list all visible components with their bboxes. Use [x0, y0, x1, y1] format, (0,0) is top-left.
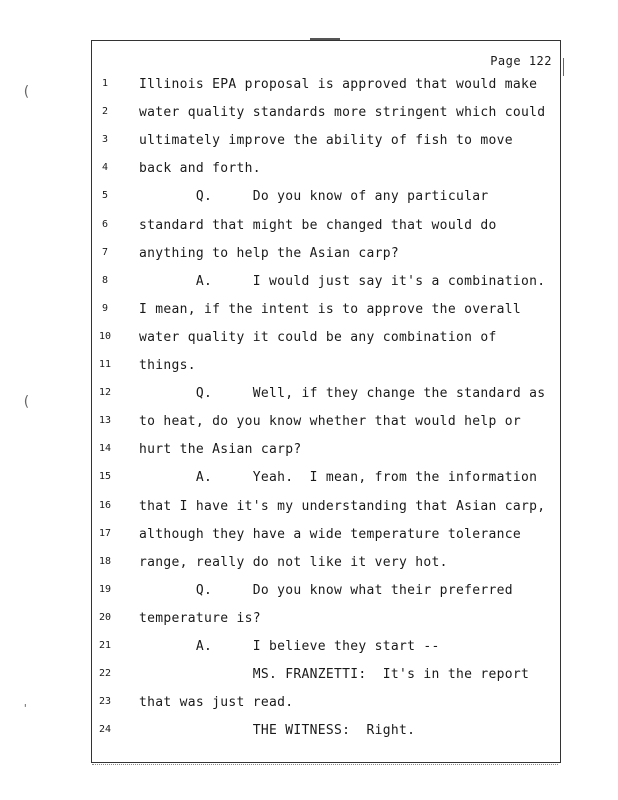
transcript-line: temperature is?: [139, 611, 261, 626]
line-number: 21: [98, 640, 112, 651]
margin-bracket-icon: (: [22, 394, 31, 410]
line-number: 11: [98, 359, 112, 370]
line-number: 2: [101, 106, 109, 117]
transcript-line: MS. FRANZETTI: It's in the report: [139, 667, 530, 682]
transcript-line: range, really do not like it very hot.: [139, 555, 448, 570]
transcript-line: A. I would just say it's a combination.: [139, 274, 546, 289]
line-number: 12: [98, 387, 112, 398]
transcript-line: hurt the Asian carp?: [139, 442, 302, 457]
line-number: 5: [101, 190, 109, 201]
margin-bracket-icon: (: [22, 84, 31, 100]
line-number: 7: [101, 247, 109, 258]
bottom-rule: [92, 764, 558, 765]
transcript-line: that I have it's my understanding that Asian carp,: [139, 499, 546, 514]
transcript-line: water quality it could be any combination of: [139, 330, 497, 345]
line-number: 9: [101, 303, 109, 314]
frame-top-mark: [310, 38, 340, 40]
line-number: 24: [98, 724, 112, 735]
line-number: 1: [101, 78, 109, 89]
transcript-line: A. I believe they start --: [139, 639, 440, 654]
transcript-line: that was just read.: [139, 695, 294, 710]
transcript-line: although they have a wide temperature tolerance: [139, 527, 521, 542]
transcript-line: ultimately improve the ability of fish to move: [139, 133, 513, 148]
transcript-line: water quality standards more stringent which could: [139, 105, 546, 120]
line-number: 10: [98, 331, 112, 342]
transcript-line: standard that might be changed that would do: [139, 218, 497, 233]
line-number: 20: [98, 612, 112, 623]
page-number: Page 122: [490, 54, 552, 68]
transcript-line: anything to help the Asian carp?: [139, 246, 400, 261]
line-number: 17: [98, 528, 112, 539]
transcript-line: Q. Do you know of any particular: [139, 189, 489, 204]
line-number: 19: [98, 584, 112, 595]
transcript-line: to heat, do you know whether that would help or: [139, 414, 521, 429]
margin-tick-icon: ': [22, 702, 29, 715]
right-margin-tick: [563, 58, 564, 76]
line-number: 15: [98, 471, 112, 482]
transcript-page-frame: [91, 40, 561, 763]
line-number: 16: [98, 500, 112, 511]
transcript-line: Q. Well, if they change the standard as: [139, 386, 546, 401]
transcript-line: Illinois EPA proposal is approved that would make: [139, 77, 538, 92]
transcript-line: THE WITNESS: Right.: [139, 723, 416, 738]
transcript-line: Q. Do you know what their preferred: [139, 583, 513, 598]
line-number: 18: [98, 556, 112, 567]
line-number: 13: [98, 415, 112, 426]
line-number: 6: [101, 219, 109, 230]
line-number: 4: [101, 162, 109, 173]
line-number: 23: [98, 696, 112, 707]
line-number: 3: [101, 134, 109, 145]
line-number: 22: [98, 668, 112, 679]
transcript-line: I mean, if the intent is to approve the overall: [139, 302, 521, 317]
line-number: 14: [98, 443, 112, 454]
transcript-line: things.: [139, 358, 196, 373]
line-number: 8: [101, 275, 109, 286]
transcript-line: A. Yeah. I mean, from the information: [139, 470, 538, 485]
transcript-line: back and forth.: [139, 161, 261, 176]
